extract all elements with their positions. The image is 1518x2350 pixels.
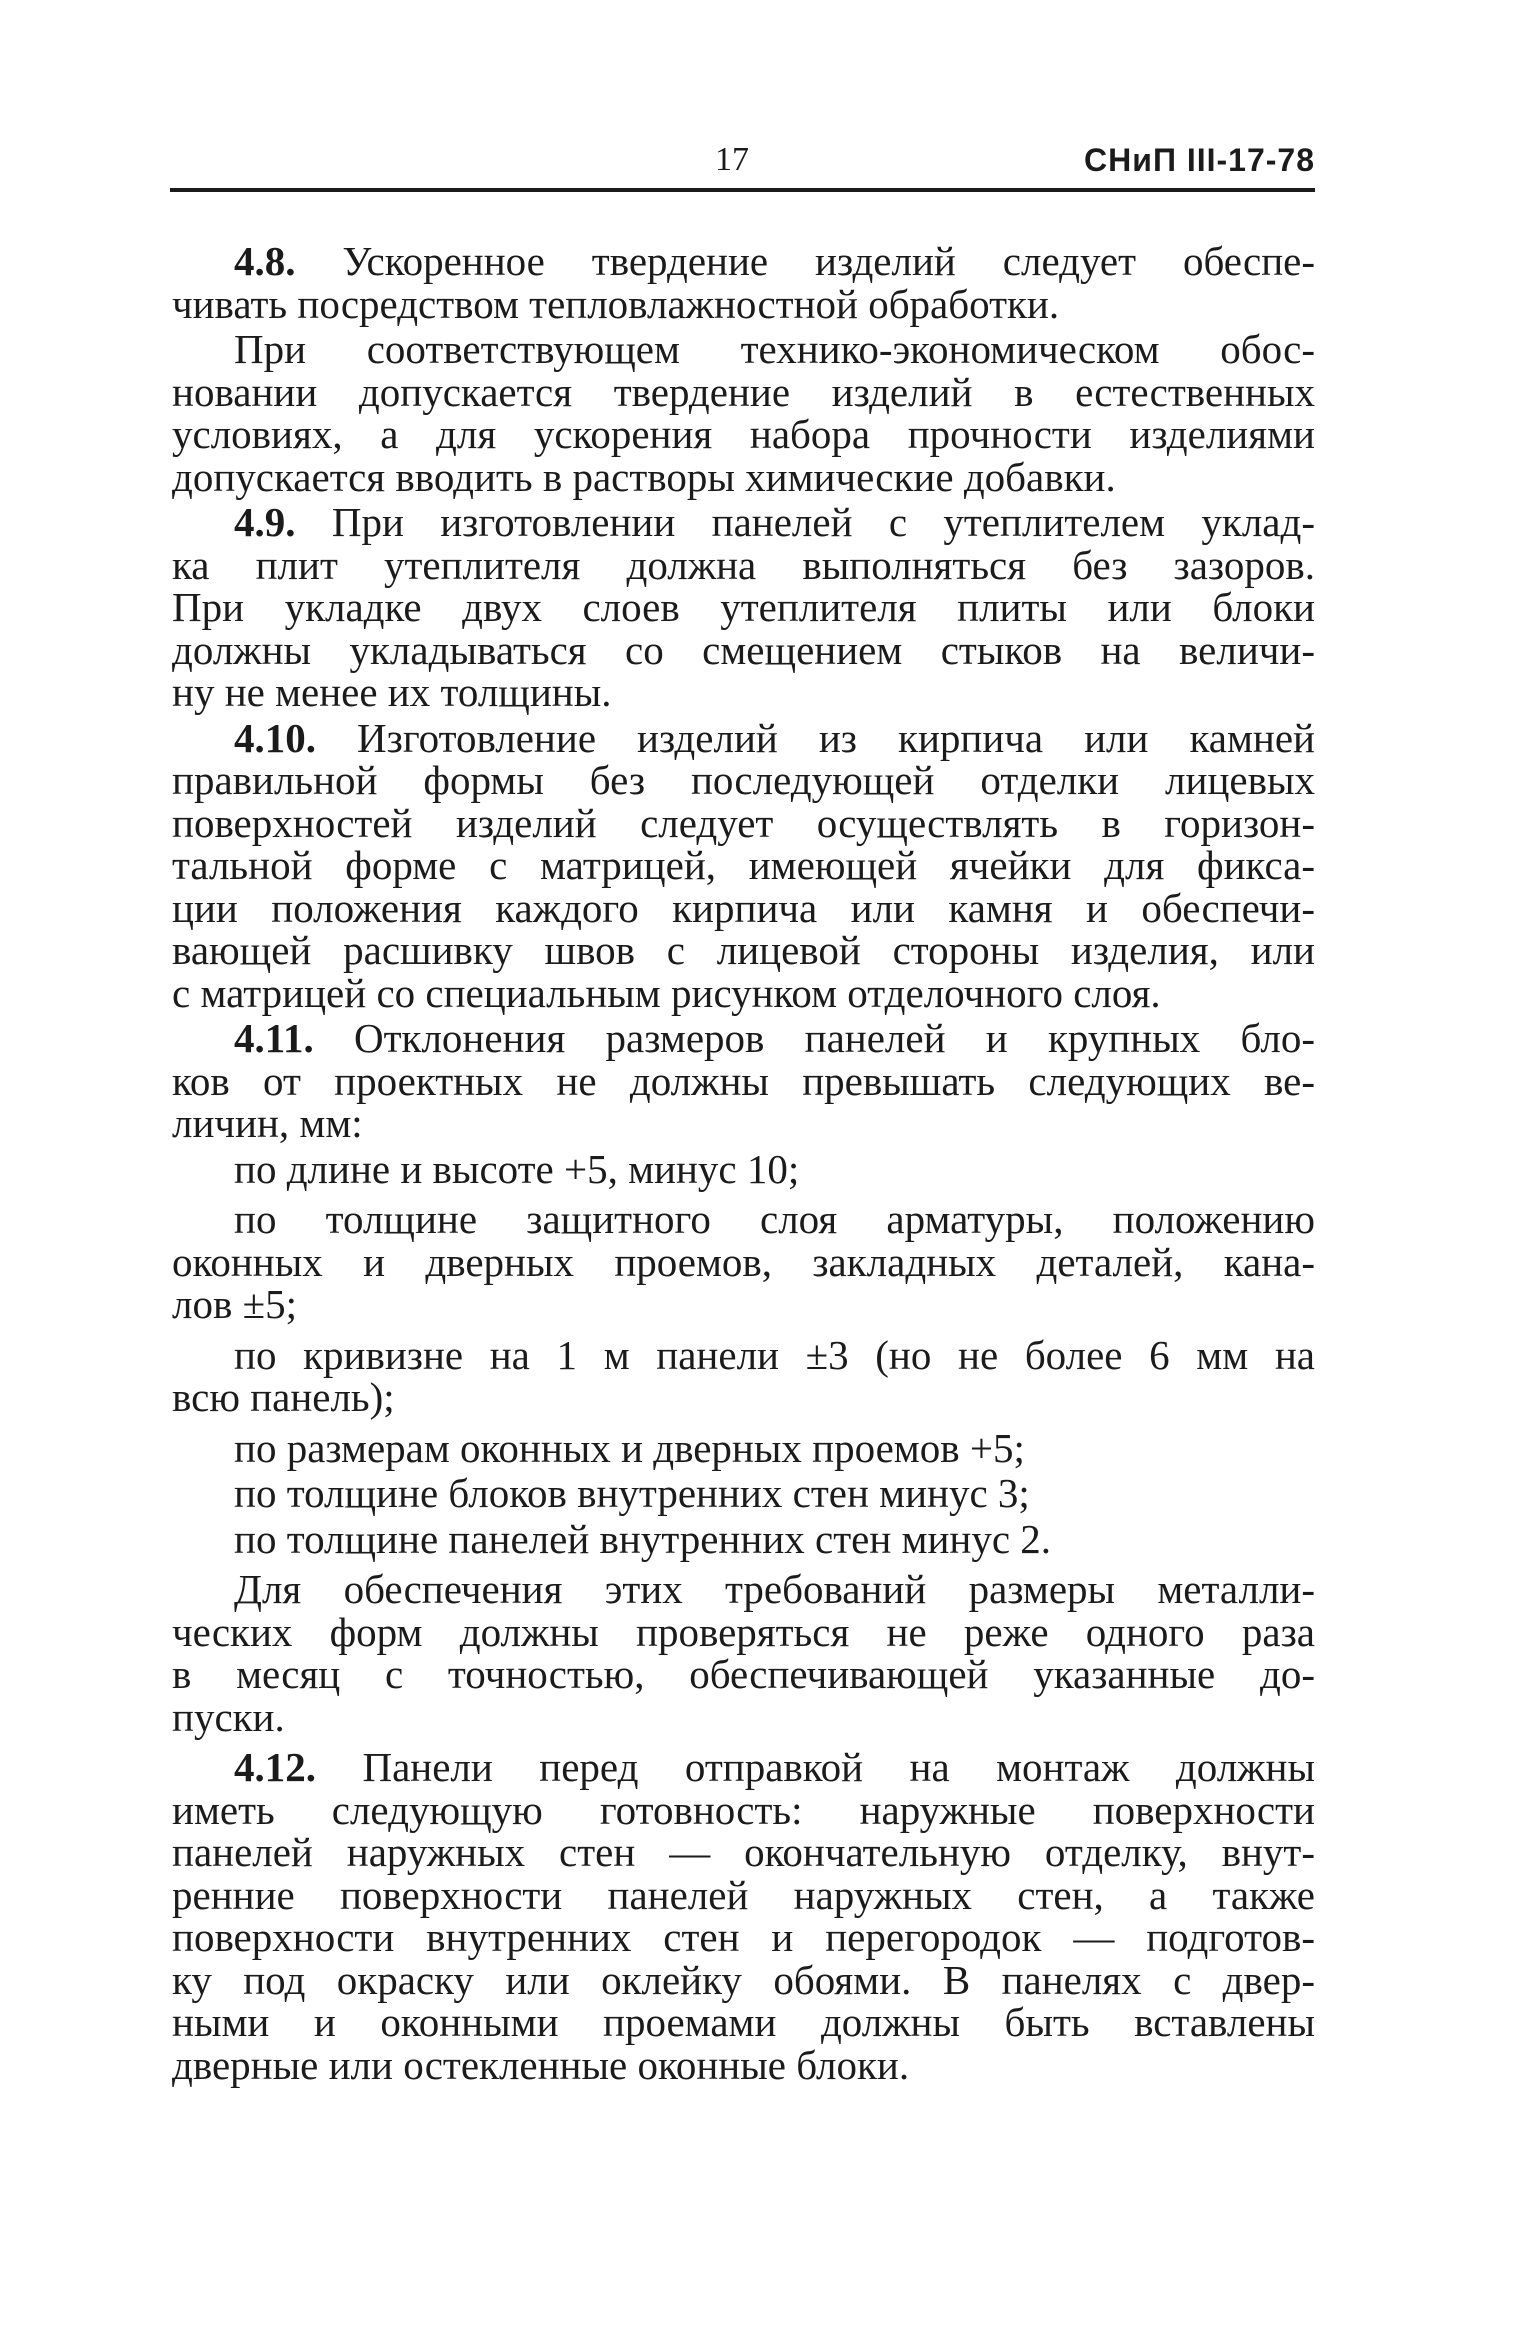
text-line: дверные или остекленные оконные блоки. (172, 2041, 910, 2088)
text-line: поверхностей изделий следует осуществлять в горизон- (172, 799, 1315, 846)
text-line: должны укладываться со смещением стыков на величи- (172, 626, 1315, 673)
text-line: ку под окраску или оклейку обоями. В панелях с двер- (172, 1956, 1315, 2003)
text-line: ции положения каждого кирпича или камня и обеспечи- (172, 884, 1315, 931)
text-line: Для обеспечения этих требований размеры металли- (234, 1566, 1315, 1612)
document-code: СНиП ІІІ-17-78 (1084, 142, 1315, 178)
text-line: всю панель); (172, 1374, 395, 1420)
text-line: ренние поверхности панелей наружных стен, а также (172, 1871, 1315, 1918)
text-line: ческих форм должны проверяться не реже одного раза (172, 1608, 1315, 1655)
text-line: чивать посредством тепловлажностной обработки. (172, 280, 1060, 327)
text-line: оконных и дверных проемов, закладных деталей, кана- (172, 1238, 1315, 1285)
paragraph-4-11 (172, 1017, 1315, 1145)
paragraph-number: 4.10. (234, 714, 316, 761)
text-line: При соответствующем технико-экономическом обос- (234, 326, 1315, 372)
paragraph (172, 1568, 1315, 1738)
text-line: 4.11. Отклонения размеров панелей и крупных бло- (234, 1015, 1315, 1061)
paragraph-number: 4.9. (234, 499, 296, 545)
text-line: условиях, а для ускорения набора прочности изделиями (172, 411, 1315, 457)
text-line: ков от проектных не должны превышать следующих ве- (172, 1057, 1315, 1104)
text-line: по толщине панелей внутренних стен минус 2. (234, 1515, 1052, 1562)
text-line: лов ±5; (172, 1281, 297, 1327)
text-line: иметь следующую готовность: наружные поверхности (172, 1786, 1315, 1833)
text-line: пуски. (172, 1693, 285, 1740)
text-line: допускается вводить в растворы химические добавки. (172, 453, 1116, 500)
text-line: по толщине защитного слоя арматуры, положению (234, 1196, 1315, 1242)
text-line: 4.12. Панели перед отправкой на монтаж должны (234, 1744, 1315, 1790)
list-item (172, 1472, 1315, 1515)
page-number: 17 (715, 141, 749, 178)
text-line: 4.8. Ускоренное твердение изделий следует обеспе- (234, 238, 1315, 284)
text-line: новании допускается твердение изделий в естественных (172, 368, 1315, 415)
text-line: 4.9. При изготовлении панелей с утеплителем уклад- (234, 499, 1315, 545)
text-line: по кривизне на 1 м панели ±3 (но не более 6 мм на (234, 1331, 1315, 1378)
paragraph-4-9 (172, 501, 1315, 714)
text-line: панелей наружных стен — окончательную отделку, внут- (172, 1829, 1315, 1875)
list-item (172, 1198, 1315, 1326)
header-rule (170, 188, 1315, 192)
list-item (172, 1145, 1315, 1192)
paragraph (172, 328, 1315, 498)
paragraph-number: 4.11. (234, 1015, 314, 1061)
paragraph-number: 4.12. (234, 1744, 316, 1790)
text-line: в месяц с точностью, обеспечивающей указанные до- (172, 1651, 1315, 1697)
text-line: 4.10. Изготовление изделий из кирпича или камней (234, 714, 1315, 761)
list-item (172, 1331, 1315, 1420)
text-line: поверхности внутренних стен и перегородок — подготов- (172, 1914, 1315, 1960)
text-line: личин, мм: (172, 1100, 363, 1146)
text-line: ка плит утеплителя должна выполняться без зазоров. (172, 541, 1315, 588)
paragraph-4-8 (172, 240, 1315, 325)
text-line: по длине и высоте +5, минус 10; (234, 1145, 800, 1192)
text-line: по размерам оконных и дверных проемов +5; (234, 1424, 1025, 1471)
text-line: При укладке двух слоев утеплителя плиты или блоки (172, 584, 1315, 630)
text-line: тальной форме с матрицей, имеющей ячейки для фикса- (172, 842, 1315, 888)
list-item (172, 1515, 1315, 1562)
text-line: вающей расшивку швов с лицевой стороны изделия, или (172, 927, 1315, 973)
body-text (172, 240, 1315, 2089)
paragraph-4-12 (172, 1746, 1315, 2086)
list-item (172, 1424, 1315, 1471)
text-line: правильной формы без последующей отделки лицевых (172, 757, 1315, 803)
text-line: с матрицей со специальным рисунком отделочного слоя. (172, 969, 1161, 1016)
paragraph-number: 4.8. (234, 238, 296, 284)
text-line: ну не менее их толщины. (172, 669, 612, 715)
paragraph-4-10 (172, 714, 1315, 1016)
text-line: по толщине блоков внутренних стен минус 3; (234, 1470, 1030, 1516)
text-line: ными и оконными проемами должны быть вставлены (172, 1999, 1315, 2045)
page-header (170, 140, 1315, 192)
